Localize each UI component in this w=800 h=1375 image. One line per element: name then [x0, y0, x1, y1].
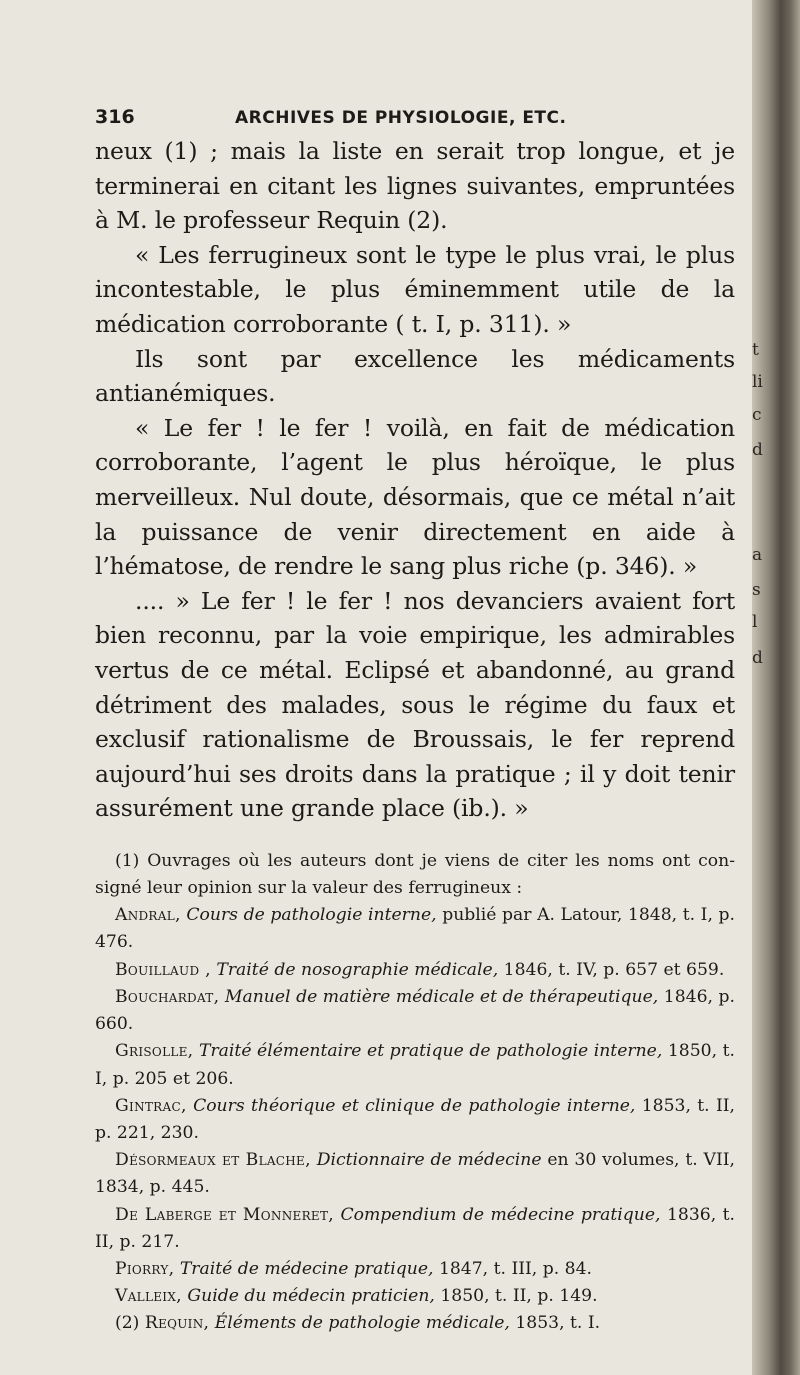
ref-details: 1850, t. II, p. 149. [440, 1286, 598, 1307]
bleed-glyph: s [752, 580, 761, 600]
ref-author: Bouillaud , [115, 959, 211, 980]
reference-entry [95, 1147, 735, 1201]
bleed-glyph: t [752, 340, 759, 360]
reference-entry [95, 1202, 735, 1256]
footnote-marker: (2) [115, 1313, 140, 1334]
reference-entry [95, 1283, 735, 1310]
ref-author: Gintrac, [115, 1095, 187, 1116]
ref-author: Andral, [115, 905, 181, 926]
bleed-glyph: li [752, 372, 763, 392]
paragraph: neux (1) ; mais la liste en serait trop longue, et je terminerai en citant les lignes suivantes, empruntées à M. le professeur Requin (2). [95, 137, 735, 235]
footnote-2 [95, 1310, 735, 1337]
ref-title: Traité élémentaire et pratique de pathologie interne, [199, 1041, 663, 1062]
ref-title: Dictionnaire de médecine [316, 1150, 542, 1171]
ref-details: publié par A. Latour, 1848, t. I, p. 476. [95, 905, 735, 953]
book-page [95, 106, 735, 1338]
ref-author: Valleix, [115, 1286, 182, 1307]
reference-entry [95, 1093, 735, 1147]
ref-author: Piorry, [115, 1258, 175, 1279]
ref-title: Traité de nosographie médicale, [216, 959, 499, 980]
reference-entry [95, 1256, 735, 1283]
paragraph: « Les ferrugineux sont le type le plus vrai, le plus incontestable, le plus éminemment utile de la médication corroborante ( t. I, p. 311). » [95, 240, 735, 338]
reference-entry [95, 957, 735, 984]
ref-title: Cours théorique et clinique de pathologie interne, [193, 1095, 636, 1116]
footnote-1-intro: (1) Ouvrages où les auteurs dont je viens de citer les noms ont consigné leur opinion sur la valeur des ferrugineux : [95, 850, 735, 899]
bleed-glyph: a [752, 545, 763, 565]
page-number: 316 [95, 106, 135, 128]
ref-title: Guide du médecin praticien, [187, 1286, 435, 1307]
ref-details: 1853, t. II, p. 221, 230. [95, 1095, 735, 1143]
ref-author: Requin, [144, 1313, 210, 1334]
ref-details: 1836, t. II, p. 217. [95, 1204, 735, 1252]
running-title: ARCHIVES DE PHYSIOLOGIE, ETC. [235, 108, 567, 128]
bleed-glyph: d [752, 648, 763, 668]
ref-title: Compendium de médecine pratique, [340, 1204, 661, 1225]
bleed-glyph: d [752, 440, 763, 460]
reference-entry [95, 984, 735, 1038]
footnotes [95, 848, 735, 1338]
paragraph: Ils sont par excellence les médicaments antianémiques. [95, 344, 735, 408]
main-text [95, 134, 735, 826]
reference-entry [95, 1038, 735, 1092]
ref-details: 1846, p. 660. [95, 986, 735, 1035]
ref-author: Désormeaux et Blache, [115, 1150, 311, 1171]
ref-author: Grisolle, [115, 1041, 194, 1062]
running-header [95, 106, 735, 134]
ref-author: De Laberge et Monneret, [115, 1204, 335, 1225]
ref-details: 1847, t. III, p. 84. [438, 1258, 592, 1279]
ref-details: en 30 volumes, t. VII, 1834, p. 445. [95, 1150, 735, 1198]
ref-details: 1850, t. I, p. 205 et 206. [95, 1041, 735, 1089]
paragraph: « Le fer ! le fer ! voilà, en fait de médication corroborante, l’agent le plus héroïque, le plus merveilleux. Nul doute, désormais, que ce métal n’ait la puissance de venir directement en aide à l’hématose, de rendre le sang plus riche (p. 346). » [95, 413, 735, 581]
paragraph: .... » Le fer ! le fer ! nos devanciers avaient fort bien reconnu, par la voie empirique, les admirables vertus de ce métal. Eclipsé et abandonné, au grand détriment des malades, sous le régime du faux et exclusif rationalisme de Broussais, le fer reprend aujourd’hui ses droits dans la pratique ; il y doit tenir assurément une grande place (ib.). » [95, 586, 735, 823]
bleed-glyph: l [752, 612, 758, 632]
book-binding-edge [752, 0, 800, 1375]
ref-details: 1846, t. IV, p. 657 et 659. [503, 959, 725, 980]
ref-title: Traité de médecine pratique, [179, 1258, 434, 1279]
ref-details: 1853, t. I. [515, 1313, 601, 1334]
reference-entry [95, 902, 735, 956]
ref-title: Cours de pathologie interne, [186, 905, 437, 926]
ref-author: Bouchardat, [115, 986, 220, 1007]
ref-title: Manuel de matière médicale et de thérapeutique, [224, 986, 659, 1007]
bleed-glyph: c [752, 405, 762, 425]
ref-title: Éléments de pathologie médicale, [214, 1313, 510, 1334]
